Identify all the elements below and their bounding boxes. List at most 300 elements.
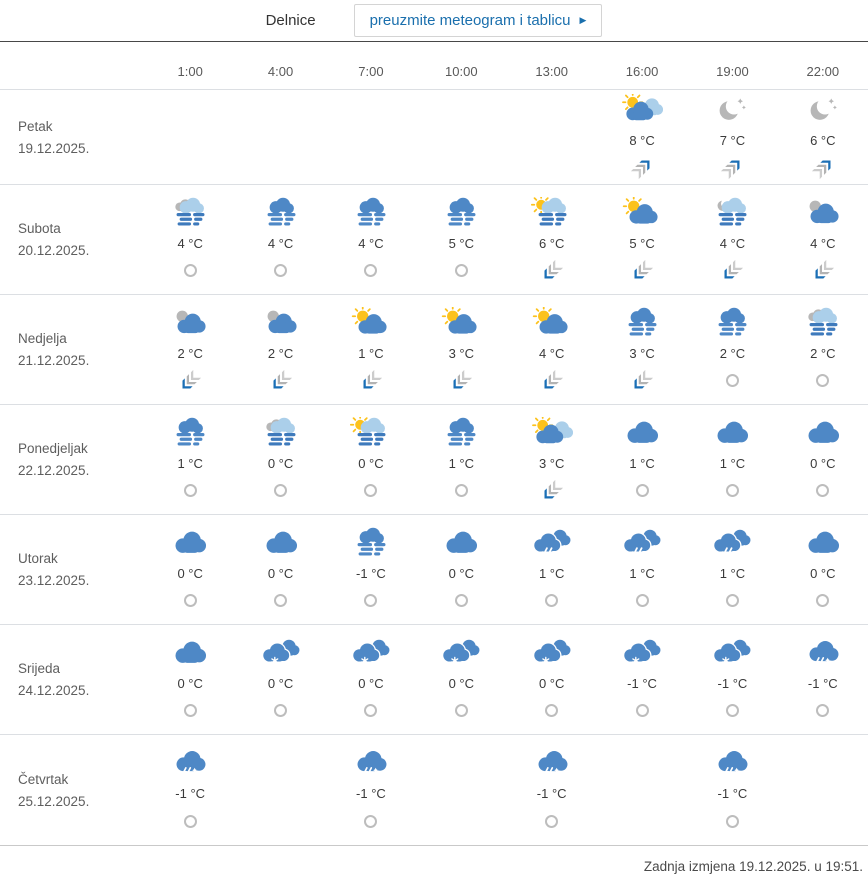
indicator-wrap [176,369,204,393]
day-row [0,515,868,625]
weather-icon-wrap [621,527,663,558]
weather-icon-wrap [260,417,302,448]
indicator-wrap [809,156,837,180]
temperature-value: 1 °C [538,565,565,581]
day-label [0,185,145,294]
wind-northeast-icon [809,156,837,180]
forecast-cell [687,515,777,624]
indicator-wrap [455,699,468,723]
temperature-value: 1 °C [358,345,384,361]
temperature-value: 4 °C [177,235,203,251]
day-label [0,405,145,514]
fog-gray-light-icon [260,417,302,448]
no-precip-circle [726,704,739,717]
fog-blue-icon [350,197,392,228]
wind-southwest-icon [718,259,746,283]
weather-icon-wrap [169,307,211,338]
forecast-cell [687,735,777,845]
temperature-value: -1 °C [175,786,206,801]
cloud-icon [802,527,844,558]
temperature-value: 0 °C [358,455,384,471]
indicator-wrap [718,156,746,180]
forecast-cell [597,405,687,514]
indicator-wrap [184,479,197,503]
fog-blue-icon [169,417,211,448]
cloud-icon [802,417,844,448]
weather-icon-wrap [260,307,302,338]
temperature-value: -1 °C [356,565,386,581]
sun-cloud-icon [350,307,392,338]
temperature-value: 4 °C [358,235,384,251]
indicator-wrap [726,479,739,503]
weather-icon-wrap [802,527,844,558]
indicator-wrap [726,369,739,393]
weather-icon-wrap [169,197,211,228]
page-title: Delnice [265,12,316,29]
weather-icon-wrap [350,307,392,338]
weather-icon-wrap [531,307,573,338]
temperature-value: 1 °C [629,565,655,581]
indicator-wrap [184,589,197,613]
snow-clouds-icon [531,637,573,668]
forecast-cell [597,735,687,845]
no-precip-circle [636,484,649,497]
no-precip-circle [545,594,558,607]
day-name: Četvrtak [18,771,69,787]
forecast-cell [416,735,506,845]
forecast-cell [145,735,235,845]
day-label [0,295,145,404]
indicator-wrap [545,809,558,833]
forecast-cell [145,515,235,624]
forecast-cell [326,405,416,514]
sleet-cloud-icon [169,747,211,778]
time-label: 16:00 [625,64,659,79]
indicator-wrap [628,156,656,180]
wind-southwest-icon [628,259,656,283]
temperature-value: 1 °C [629,455,655,471]
no-precip-circle [816,484,829,497]
weather-icon-wrap [711,747,753,778]
fog-blue-icon [711,307,753,338]
weather-icon-wrap [621,94,663,125]
weather-icon-wrap [802,94,844,125]
temperature-value: 5 °C [629,235,655,251]
indicator-wrap [545,699,558,723]
indicator-wrap [455,479,468,503]
day-label [0,625,145,734]
day-date: 24.12.2025. [18,683,90,698]
time-header-row [0,42,868,90]
indicator-wrap [364,699,377,723]
weather-icon-wrap [531,197,573,228]
indicator-wrap [816,589,829,613]
moon-stars-icon [802,94,844,125]
indicator-wrap [538,479,566,503]
forecast-cell [507,625,597,734]
forecast-cell [326,185,416,294]
forecast-cell [416,515,506,624]
weather-icon-wrap [260,197,302,228]
wind-southwest-icon [176,369,204,393]
temperature-value: 4 °C [719,235,746,251]
temperature-value: 4 °C [538,345,565,361]
cloud-moon-gray-icon [802,197,844,228]
forecast-cell [597,515,687,624]
forecast-cell [597,90,687,184]
forecast-cell [687,625,777,734]
forecast-cell [507,515,597,624]
temperature-value: -1 °C [627,675,657,691]
temperature-value: 1 °C [719,455,746,471]
day-date: 21.12.2025. [18,353,90,368]
no-precip-circle [274,264,287,277]
forecast-cell [416,90,506,184]
temperature-value: 2 °C [719,345,746,361]
no-precip-circle [364,594,377,607]
temperature-value: 7 °C [719,133,746,148]
indicator-wrap [274,589,287,613]
rain-clouds-icon [621,527,663,558]
no-precip-circle [455,704,468,717]
temperature-value: 8 °C [629,133,655,148]
weather-icon-wrap [440,527,482,558]
weather-icon-wrap [531,747,573,778]
indicator-wrap [184,699,197,723]
fog-blue-icon [621,307,663,338]
indicator-wrap [538,369,566,393]
temperature-value: -1 °C [717,786,748,801]
weather-icon-wrap [350,637,392,668]
weather-icon-wrap [711,307,753,338]
indicator-wrap [726,589,739,613]
no-precip-circle [636,594,649,607]
indicator-wrap [636,699,649,723]
temperature-value: 2 °C [177,345,203,361]
forecast-cell [597,295,687,404]
cloud-icon [260,527,302,558]
weather-icon-wrap [531,637,573,668]
indicator-wrap [726,809,739,833]
wind-northeast-icon [718,156,746,180]
wind-southwest-icon [538,259,566,283]
forecast-cell [778,90,868,184]
time-label: 22:00 [806,64,840,79]
no-precip-circle [274,594,287,607]
no-precip-circle [726,374,739,387]
temperature-value: 0 °C [358,675,384,691]
forecast-cell [145,90,235,184]
weather-icon-wrap [440,637,482,668]
forecast-cell [326,735,416,845]
day-row [0,295,868,405]
snow-clouds-icon [350,637,392,668]
time-label: 10:00 [445,64,478,79]
sun-cloud-light-icon [531,417,573,448]
no-precip-circle [184,704,197,717]
wind-southwest-icon [267,369,295,393]
temperature-value: 0 °C [177,565,203,581]
no-precip-circle [816,374,829,387]
no-precip-circle [455,484,468,497]
day-date: 22.12.2025. [18,463,90,478]
forecast-cell [145,295,235,404]
sun-cloud-icon [621,197,663,228]
temperature-value: 0 °C [448,675,475,691]
cloud-moon-gray-icon [260,307,302,338]
temperature-value: 2 °C [810,345,836,361]
forecast-cell [778,405,868,514]
indicator-wrap [274,259,287,283]
forecast-table [0,42,868,845]
forecast-cell [145,185,235,294]
forecast-cell [778,735,868,845]
forecast-cell [145,625,235,734]
temperature-value: 2 °C [267,345,294,361]
day-name: Utorak [18,551,58,566]
forecast-cell [507,405,597,514]
day-name: Subota [18,221,61,236]
day-date: 19.12.2025. [18,140,90,156]
temperature-value: 6 °C [810,133,836,148]
snow-clouds-icon [440,637,482,668]
header [0,0,868,42]
forecast-cell [235,90,325,184]
indicator-wrap [628,259,656,283]
no-precip-circle [726,594,739,607]
temperature-value: 5 °C [448,235,475,251]
indicator-wrap [357,369,385,393]
no-precip-circle [455,264,468,277]
no-precip-circle [726,484,739,497]
snow-clouds-icon [621,637,663,668]
weather-icon-wrap [531,527,573,558]
indicator-wrap [538,259,566,283]
indicator-wrap [636,589,649,613]
forecast-cell [235,735,325,845]
temperature-value: 4 °C [267,235,294,251]
weather-icon-wrap [440,417,482,448]
time-label: 19:00 [716,64,749,79]
forecast-cell [326,90,416,184]
indicator-wrap [274,699,287,723]
temperature-value: -1 °C [356,786,386,801]
indicator-wrap [184,809,197,833]
wind-southwest-icon [809,259,837,283]
no-precip-circle [364,815,377,828]
indicator-wrap [628,369,656,393]
weather-icon-wrap [260,527,302,558]
indicator-wrap [364,589,377,613]
indicator-wrap [364,479,377,503]
cloud-icon [169,527,211,558]
forecast-cell [687,90,777,184]
wind-southwest-icon [357,369,385,393]
day-label [0,515,145,624]
weather-icon-wrap [350,197,392,228]
weather-icon-wrap [711,417,753,448]
sleet-cloud-icon [802,637,844,668]
wind-southwest-icon [538,369,566,393]
cloud-icon [440,527,482,558]
forecast-cell [416,625,506,734]
forecast-cell [687,295,777,404]
no-precip-circle [184,264,197,277]
no-precip-circle [364,704,377,717]
temperature-value: 1 °C [719,565,746,581]
indicator-wrap [274,479,287,503]
indicator-wrap [636,479,649,503]
forecast-cell [235,515,325,624]
sun-fog-light-icon [350,417,392,448]
indicator-wrap [364,809,377,833]
sun-cloud-icon [531,307,573,338]
play-arrow-icon: ▶ [579,15,587,25]
no-precip-circle [364,484,377,497]
cloud-moon-gray-icon [169,307,211,338]
temperature-value: 3 °C [448,345,475,361]
no-precip-circle [816,704,829,717]
weather-icon-wrap [260,637,302,668]
forecast-cell [687,185,777,294]
weather-icon-wrap [169,527,211,558]
indicator-wrap [455,259,468,283]
temperature-value: 0 °C [267,675,294,691]
download-button-label: preuzmite meteogram i tablicu [369,12,571,29]
forecast-cell [326,625,416,734]
weather-icon-wrap [350,747,392,778]
sleet-cloud-icon [350,747,392,778]
temperature-value: 1 °C [177,455,203,471]
forecast-cell [778,185,868,294]
weather-icon-wrap [621,637,663,668]
forecast-cell [778,515,868,624]
no-precip-circle [455,594,468,607]
forecast-cell [326,515,416,624]
temperature-value: -1 °C [807,675,838,691]
day-name: Nedjelja [18,331,67,346]
fog-gray-light-icon [169,197,211,228]
forecast-cell [507,185,597,294]
indicator-wrap [816,369,829,393]
no-precip-circle [184,815,197,828]
temperature-value: 0 °C [538,675,565,691]
wind-southwest-icon [538,479,566,503]
weather-icon-wrap [802,197,844,228]
forecast-cell [507,90,597,184]
fog-moon-light-icon [711,197,753,228]
sleet-cloud-icon [531,747,573,778]
weather-icon-wrap [350,527,392,558]
wind-southwest-icon [447,369,475,393]
forecast-cell [235,625,325,734]
temperature-value: 6 °C [538,235,565,251]
temperature-value: 1 °C [448,455,475,471]
snow-clouds-icon [260,637,302,668]
forecast-cell [416,185,506,294]
indicator-wrap [726,699,739,723]
day-row [0,735,868,845]
fog-blue-icon [260,197,302,228]
day-name: Petak [18,118,53,134]
indicator-wrap [364,259,377,283]
day-row [0,185,868,295]
fog-gray-light-icon [802,307,844,338]
time-label: 4:00 [267,64,294,79]
forecast-cell [507,735,597,845]
weather-icon-wrap [802,637,844,668]
no-precip-circle [184,484,197,497]
weather-icon-wrap [169,417,211,448]
forecast-cell [416,295,506,404]
forecast-cell [145,405,235,514]
no-precip-circle [364,264,377,277]
weather-icon-wrap [711,94,753,125]
snow-clouds-icon [711,637,753,668]
temperature-value: 3 °C [538,455,565,471]
temperature-value: 0 °C [267,455,294,471]
no-precip-circle [545,704,558,717]
indicator-wrap [809,259,837,283]
download-meteogram-button[interactable] [354,4,603,37]
indicator-wrap [816,479,829,503]
forecast-cell [778,295,868,404]
temperature-value: 0 °C [810,565,836,581]
forecast-cell [507,295,597,404]
temperature-value: -1 °C [536,786,567,801]
weather-icon-wrap [169,747,211,778]
indicator-wrap [447,369,475,393]
weather-icon-wrap [169,637,211,668]
forecast-cell [235,185,325,294]
weather-icon-wrap [350,417,392,448]
indicator-wrap [545,589,558,613]
time-label: 7:00 [358,64,384,79]
cloud-icon [711,417,753,448]
no-precip-circle [726,815,739,828]
forecast-cell [235,295,325,404]
temperature-value: 0 °C [177,675,203,691]
rain-clouds-icon [531,527,573,558]
last-update-text: Zadnja izmjena 19.12.2025. u 19:51. [643,858,863,874]
sun-fog-light-icon [531,197,573,228]
day-name: Srijeda [18,661,61,676]
weather-icon-wrap [711,527,753,558]
forecast-cell [687,405,777,514]
time-label: 13:00 [535,64,568,79]
day-date: 20.12.2025. [18,243,90,258]
no-precip-circle [636,704,649,717]
weather-icon-wrap [531,417,573,448]
sleet-cloud-icon [711,747,753,778]
day-date: 25.12.2025. [18,793,90,809]
forecast-cell [235,405,325,514]
footer [0,845,868,886]
temperature-value: 4 °C [810,235,836,251]
day-name: Ponedjeljak [18,441,88,456]
indicator-wrap [816,699,829,723]
time-label: 1:00 [177,64,203,79]
weather-icon-wrap [711,197,753,228]
day-label [0,735,145,845]
forecast-cell [778,625,868,734]
day-label [0,90,145,184]
temperature-value: 3 °C [629,345,655,361]
day-row [0,90,868,185]
weather-icon-wrap [621,197,663,228]
fog-blue-icon [350,527,392,558]
temperature-value: -1 °C [717,675,748,691]
